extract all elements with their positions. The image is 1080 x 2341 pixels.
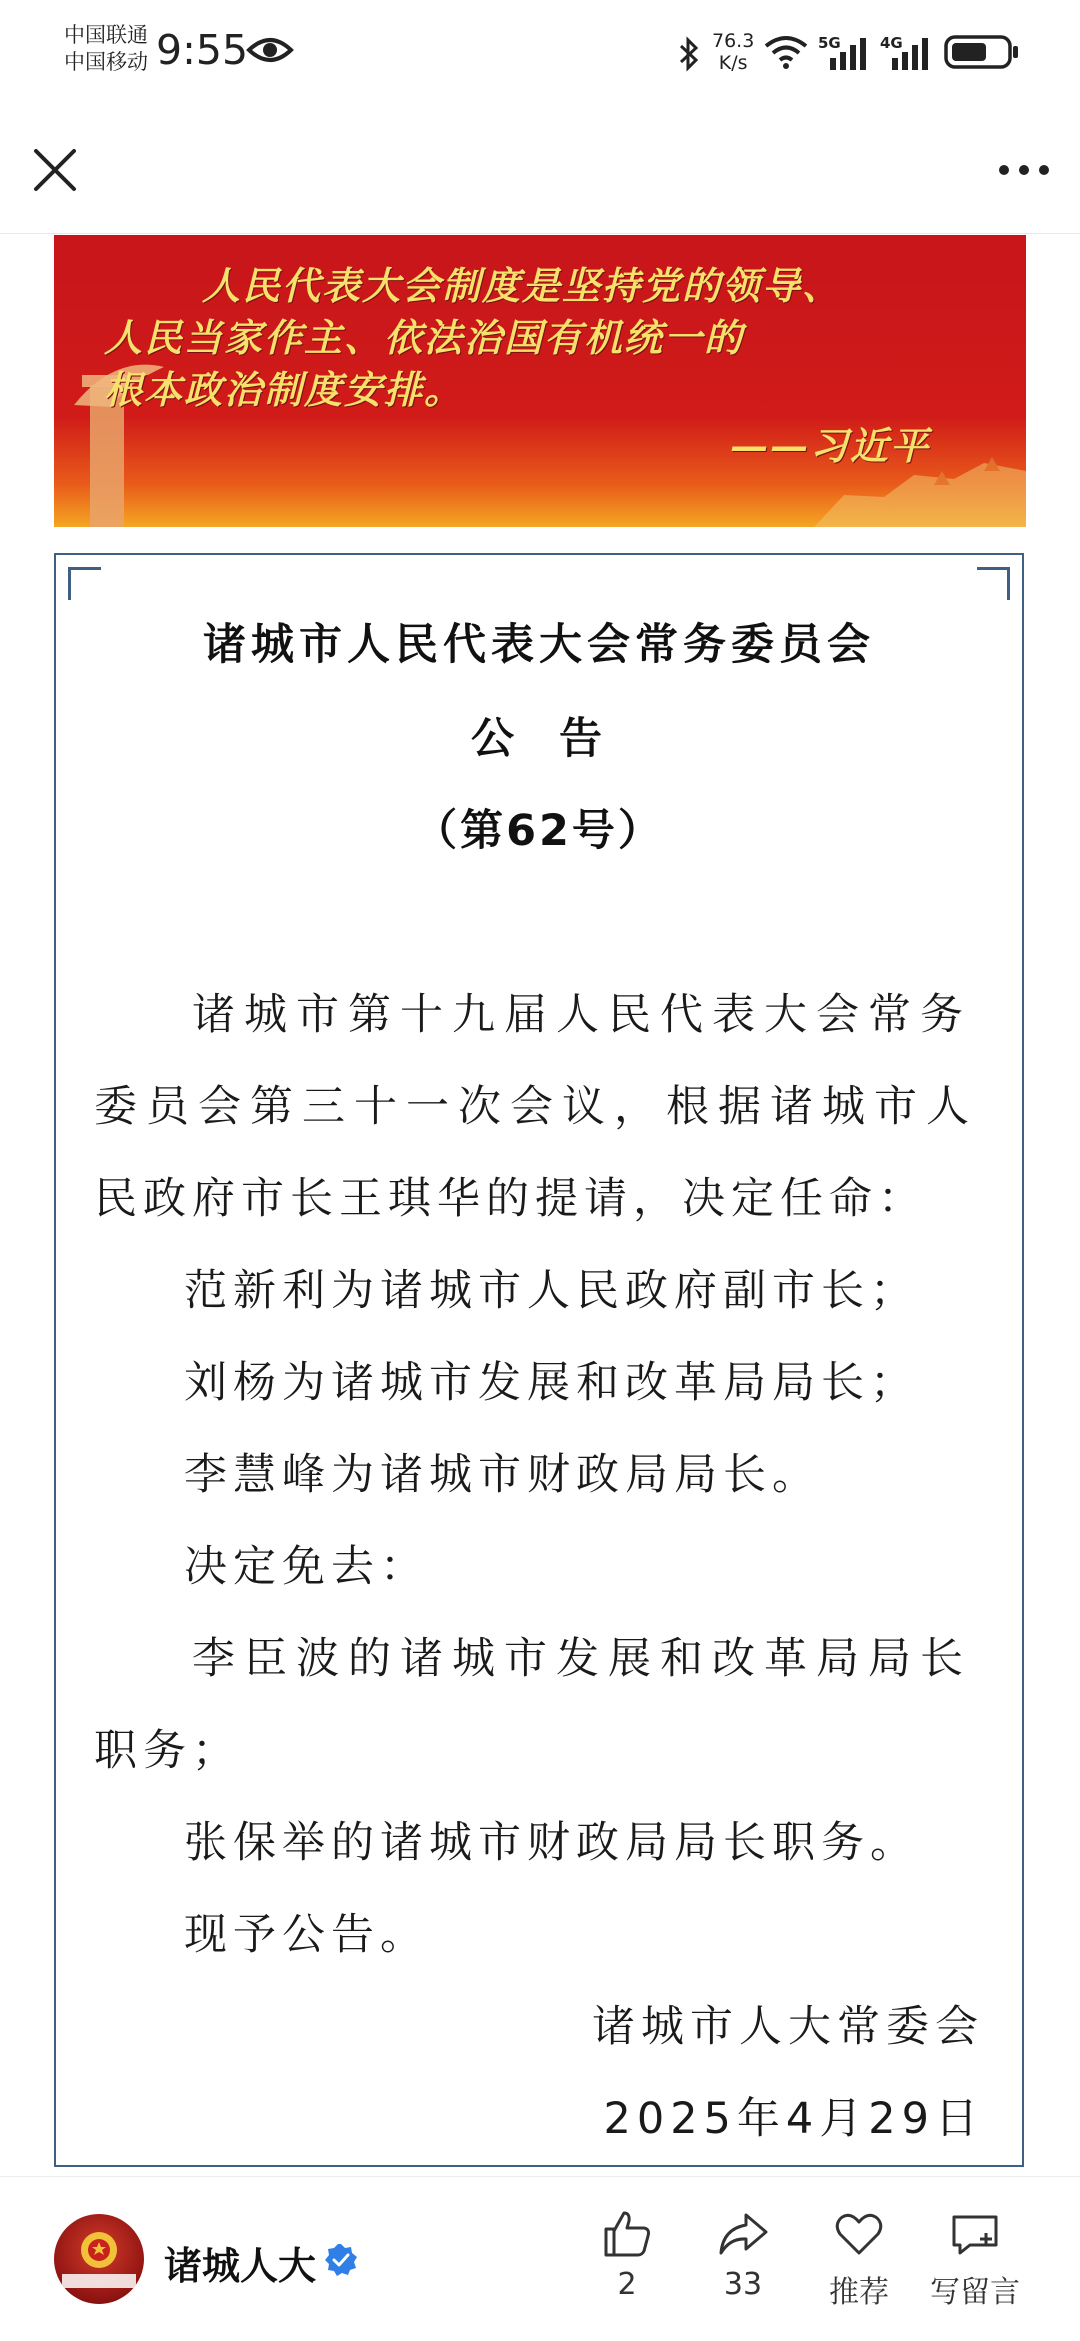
wifi-icon	[764, 34, 808, 70]
body-paragraph: 诸城市第十九届人民代表大会常务	[192, 990, 972, 1040]
close-icon[interactable]	[28, 143, 82, 197]
more-options-icon[interactable]	[994, 155, 1054, 185]
thumbs-up-icon	[600, 2207, 654, 2261]
carrier-1: 中国联通	[64, 23, 148, 47]
body-paragraph: 李臣波的诸城市发展和改革局局长	[192, 1634, 972, 1684]
bottom-action-bar	[0, 2176, 1080, 2341]
battery-icon	[944, 34, 1020, 70]
body-paragraph: 张保举的诸城市财政局局长职务。	[184, 1818, 919, 1868]
banner-quote-line-1: 人民代表大会制度是坚持党的领导、	[202, 263, 843, 308]
corner-decoration	[68, 567, 101, 600]
account-name[interactable]: 诸城人大	[164, 2244, 317, 2288]
date: 2025年4月29日	[603, 2094, 984, 2144]
body-paragraph: 职务；	[94, 1726, 241, 1776]
body-paragraph: 委员会第三十一次会议，根据诸城市人	[94, 1082, 978, 1132]
body-paragraph: 现予公告。	[184, 1910, 429, 1960]
body-paragraph: 决定免去：	[184, 1542, 429, 1592]
share-arrow-icon	[716, 2207, 770, 2261]
carrier-info	[64, 22, 148, 76]
org-title: 诸城市人民代表大会常务委员会	[203, 620, 875, 670]
banner-attribution: ——习近平	[730, 423, 931, 468]
banner-image	[54, 235, 1026, 527]
verified-badge-icon	[324, 2243, 358, 2277]
signal-5g-label: 5G	[818, 34, 841, 52]
announcement-box	[54, 553, 1024, 2167]
top-nav-bar	[0, 105, 1080, 234]
comment-add-icon	[948, 2207, 1002, 2261]
signal-bars-icon	[826, 36, 870, 70]
heart-icon	[832, 2207, 886, 2261]
network-speed-value: 76.3	[712, 30, 755, 52]
network-speed-unit: K/s	[718, 52, 748, 74]
account-avatar[interactable]	[54, 2214, 144, 2304]
corner-decoration	[977, 567, 1010, 600]
share-button[interactable]	[688, 2207, 798, 2302]
write-comment-button[interactable]	[920, 2207, 1030, 2311]
recommend-button[interactable]	[804, 2207, 914, 2311]
comment-label: 写留言	[930, 2275, 1020, 2310]
like-count: 2	[617, 2267, 637, 2302]
network-speed	[712, 30, 754, 74]
doc-type-title: 公 告	[471, 714, 607, 764]
signature: 诸城市人大常委会	[592, 2002, 984, 2052]
body-paragraph: 民政府市长王琪华的提请，决定任命：	[94, 1174, 927, 1224]
body-paragraph: 范新利为诸城市人民政府副市长；	[184, 1266, 919, 1316]
body-paragraph: 刘杨为诸城市发展和改革局局长；	[184, 1358, 919, 1408]
banner-quote-line-2: 人民当家作主、依法治国有机统一的	[104, 315, 745, 360]
recommend-label: 推荐	[829, 2275, 889, 2310]
carrier-2: 中国移动	[64, 50, 148, 74]
share-count: 33	[723, 2267, 763, 2302]
body-paragraph: 李慧峰为诸城市财政局局长。	[184, 1450, 821, 1500]
eye-icon	[246, 34, 294, 66]
status-bar	[0, 0, 1080, 105]
signal-4g-label: 4G	[880, 34, 903, 52]
emblem-icon	[54, 2214, 144, 2304]
banner-quote-line-3: 根本政治制度安排。	[104, 367, 465, 412]
doc-number: （第62号）	[414, 806, 664, 856]
bluetooth-icon	[676, 36, 702, 72]
status-time: 9:55	[156, 26, 249, 74]
like-button[interactable]	[572, 2207, 682, 2302]
signal-bars-icon	[888, 36, 932, 70]
